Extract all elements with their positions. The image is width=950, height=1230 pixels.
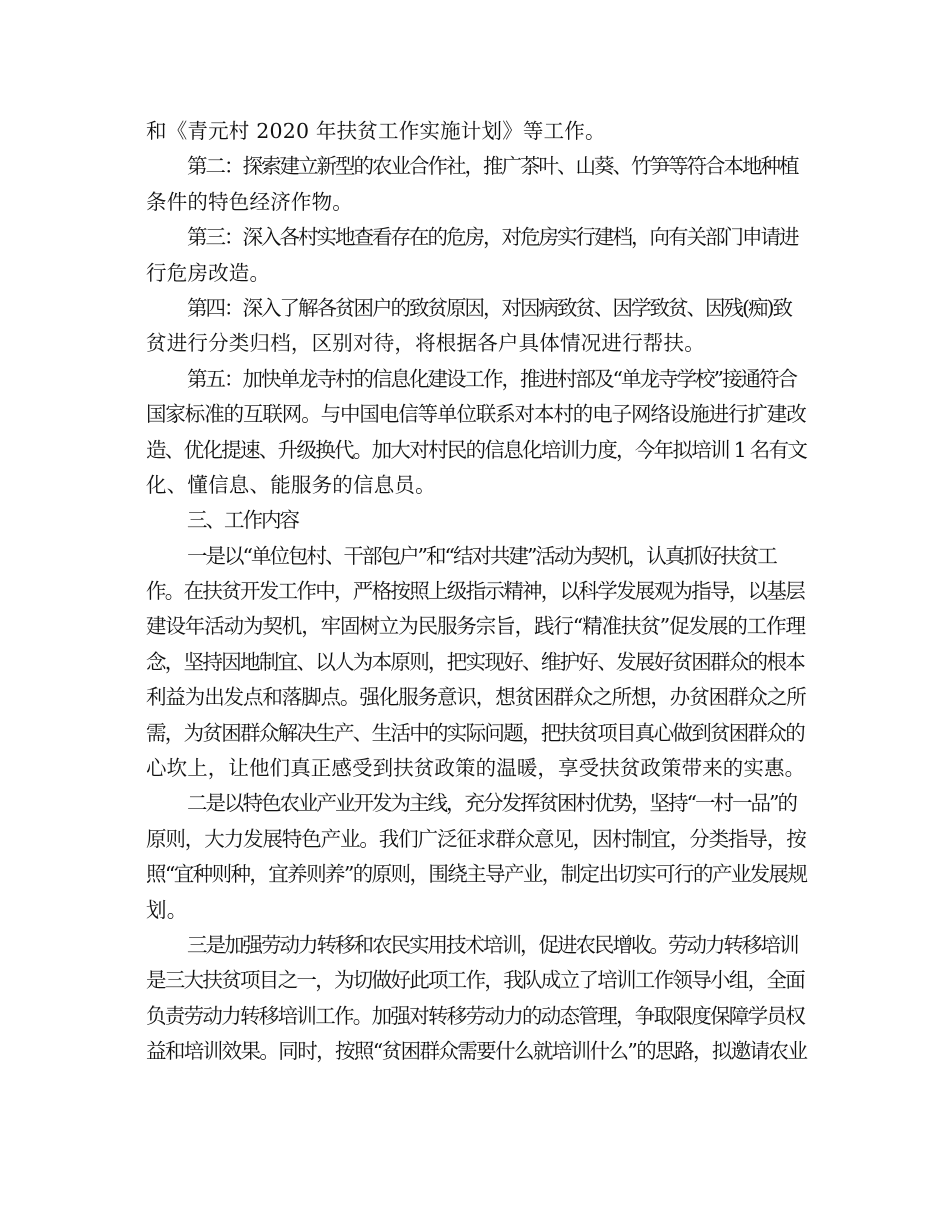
text-line: 三是加强劳动力转移和农民实用技术培训，促进农民增收。劳动力转移培训 [187,932,798,957]
paragraph-third [146,220,806,291]
text-line: 作。在扶贫开发工作中，严格按照上级指示精神，以科学发展观为指导，以基层 [146,579,804,604]
text-line: 条件的特色经济作物。 [146,189,353,214]
text-line: 三、工作内容 [187,508,298,533]
text-line: 划。 [146,897,188,922]
text-line: 国家标准的互联网。与中国电信等单位联系对本村的电子网络设施进行扩建改 [146,402,806,427]
text-line: 第三：深入各村实地查看存在的危房，对危房实行建档，向有关部门申请进 [187,225,798,250]
text-line: 第四：深入了解各贫困户的致贫原因，对因病致贫、因学致贫、因残(痴)致 [187,295,791,320]
text-line: 化、懂信息、能服务的信息员。 [146,472,436,497]
text-line: 照“宜种则种，宜养则养”的原则，围绕主导产业，制定出切实可行的产业发展规 [146,862,807,887]
text-line: 二是以特色农业产业开发为主线，充分发挥贫困村优势，坚持“一村一品”的 [187,791,796,816]
text-line: 第五：加快单龙寺村的信息化建设工作，推进村部及“单龙寺学校”接通符合 [187,366,796,391]
text-line: 念，坚持因地制宜、以人为本原则，把实现好、维护好、发展好贫困群众的根本 [146,649,804,674]
text-line: 需，为贫困群众解决生产、生活中的实际问题，把扶贫项目真心做到贫困群众的 [146,720,804,745]
text-line: 贫进行分类归档，区别对待，将根据各户具体情况进行帮扶。 [146,331,705,356]
text-line: 造、优化提速、升级换代。加大对村民的信息化培训力度，今年拟培训 1 名有文 [146,437,807,462]
text-line: 一是以“单位包村、干部包户”和“结对共建”活动为契机，认真抓好扶贫工 [187,543,776,568]
paragraph-fourth [146,291,806,362]
text-line: 建设年活动为契机，牢固树立为民服务宗旨，践行“精准扶贫”促发展的工作理 [146,614,805,639]
text-line: 原则，大力发展特色产业。我们广泛征求群众意见，因村制宜，分类指导，按 [146,826,806,851]
text-line: 负责劳动力转移培训工作。加强对转移劳动力的动态管理，争取限度保障学员权 [146,1003,804,1028]
paragraph-second [146,149,806,220]
text-line: 和《青元村 2020 年扶贫工作实施计划》等工作。 [146,119,606,143]
paragraph-item-one [146,539,806,787]
text-line: 心坎上，让他们真正感受到扶贫政策的温暖，享受扶贫政策带来的实惠。 [146,756,806,781]
text-line: 第二：探索建立新型的农业合作社，推广茶叶、山葵、竹笋等符合本地种植 [187,154,798,179]
paragraph-item-two [146,786,806,928]
text-line: 利益为出发点和落脚点。强化服务意识，想贫困群众之所想，办贫困群众之所 [146,685,806,710]
text-line: 是三大扶贫项目之一，为切做好此项工作，我队成立了培训工作领导小组，全面 [146,968,804,993]
paragraph-fifth [146,362,806,504]
section-heading-work-content [146,503,806,538]
paragraph-intro-continuation [146,114,806,149]
document-body [146,114,806,1070]
text-line: 行危房改造。 [146,260,271,285]
paragraph-item-three [146,928,806,1070]
text-line: 益和培训效果。同时，按照“贫困群众需要什么就培训什么”的思路，拟邀请农业 [146,1039,807,1064]
